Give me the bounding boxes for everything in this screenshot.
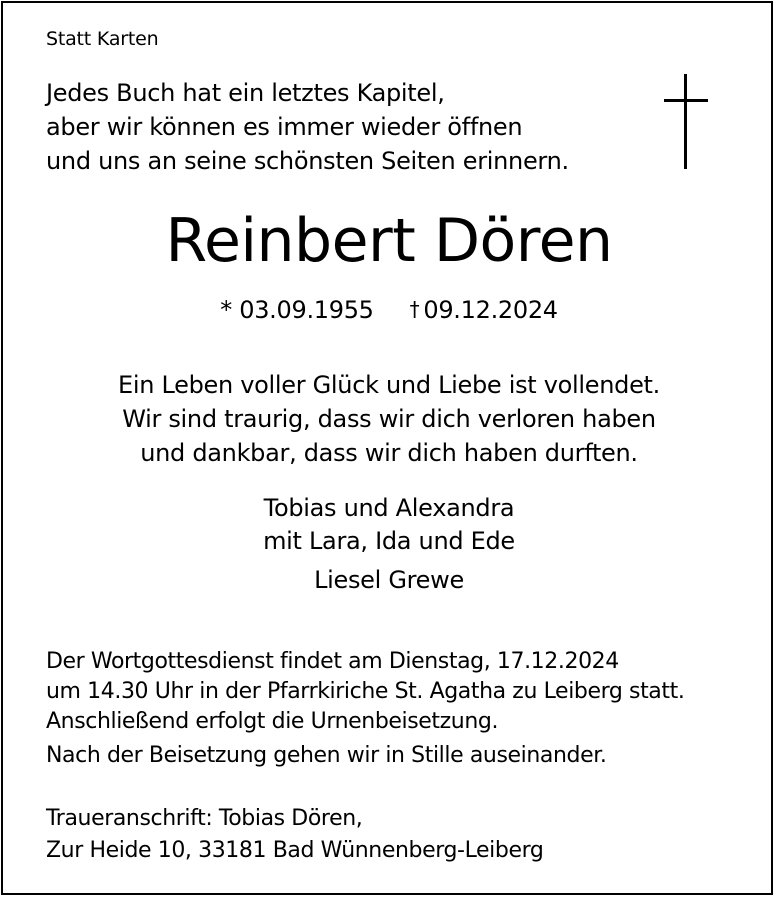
latin-cross-icon: [664, 74, 708, 169]
verse-line: und dankbar, dass wir dich haben durften.: [140, 439, 638, 467]
service-info: [46, 647, 684, 771]
mourner-line: Liesel Grewe: [314, 566, 464, 594]
memorial-verse: [0, 368, 778, 470]
address-line: Traueranschrift: Tobias Dören,: [46, 806, 363, 831]
service-line: um 14.30 Uhr in der Pfarrkiriche St. Agatha zu Leiberg statt.: [46, 679, 685, 704]
dagger-icon: †: [409, 297, 420, 321]
quote-line: Jedes Buch hat ein letztes Kapitel,: [46, 79, 445, 107]
deceased-name: Reinbert Dören: [165, 206, 613, 276]
life-dates: [0, 294, 778, 325]
mourner-line: mit Lara, Ida und Ede: [263, 527, 515, 555]
statt-karten-label: Statt Karten: [46, 28, 159, 50]
quote-line: und uns an seine schönsten Seiten erinnern.: [46, 147, 569, 175]
address-line: Zur Heide 10, 33181 Bad Wünnenberg-Leiberg: [46, 838, 544, 863]
mourners-list: [0, 492, 778, 597]
service-line: Anschließend erfolgt die Urnenbeisetzung.: [46, 709, 499, 734]
quote-line: aber wir können es immer wieder öffnen: [46, 113, 523, 141]
birth-date: * 03.09.1955: [220, 296, 374, 324]
mourner-line: Tobias und Alexandra: [263, 494, 515, 522]
service-line: Der Wortgottesdienst findet am Dienstag, 17.12.2024: [46, 649, 619, 674]
opening-quote: [46, 76, 569, 178]
verse-line: Ein Leben voller Glück und Liebe ist vollendet.: [118, 371, 660, 399]
death-date: 09.12.2024: [423, 296, 558, 324]
service-note: Nach der Beisetzung gehen wir in Stille auseinander.: [46, 743, 607, 768]
mourning-address: [46, 803, 543, 867]
verse-line: Wir sind traurig, dass wir dich verloren haben: [122, 405, 656, 433]
